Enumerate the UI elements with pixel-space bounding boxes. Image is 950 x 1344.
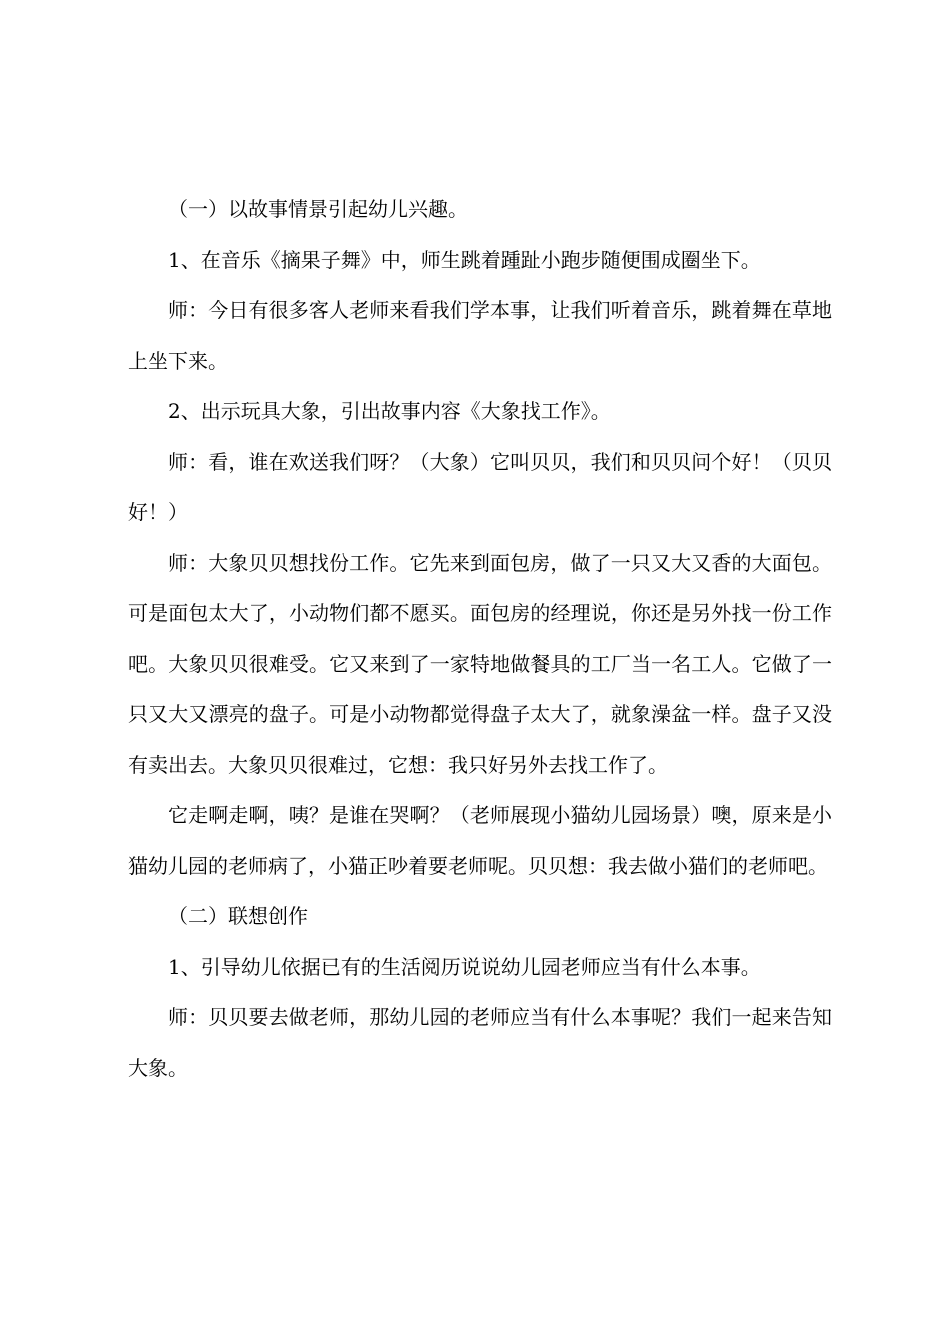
document-body xyxy=(128,184,832,1093)
paragraph: 1、引导幼儿依据已有的生活阅历说说幼儿园老师应当有什么本事。 xyxy=(168,954,761,979)
section-heading-2: （二）联想创作 xyxy=(168,904,308,928)
section-heading-1: （一）以故事情景引起幼儿兴趣。 xyxy=(168,197,468,221)
paragraph: 师：贝贝要去做老师，那幼儿园的老师应当有什么本事呢？我们一起来告知大象。 xyxy=(128,1005,832,1080)
paragraph: 2、出示玩具大象，引出故事内容《大象找工作》。 xyxy=(168,399,611,423)
paragraph: 师：看，谁在欢送我们呀？（大象）它叫贝贝，我们和贝贝问个好！（贝贝好！） xyxy=(128,449,832,524)
paragraph: 师：今日有很多客人老师来看我们学本事，让我们听着音乐，跳着舞在草地上坐下来。 xyxy=(128,298,832,373)
paragraph: 师：大象贝贝想找份工作。它先来到面包房，做了一只又大又香的大面包。可是面包太大了，小动物们都不愿买。面包房的经理说，你还是另外找一份工作吧。大象贝贝很难受。它又来到了一家特地做餐具的工厂当一名工人。它做了一只又大又漂亮的盘子。可是小动物都觉得盘子太大了，就象澡盆一样。盘子又没有卖出去。大象贝贝很难过，它想：我只好另外去找工作了。 xyxy=(128,550,832,777)
paragraph: 1、在音乐《摘果子舞》中，师生跳着踵趾小跑步随便围成圈坐下。 xyxy=(168,247,761,272)
paragraph: 它走啊走啊，咦？是谁在哭啊？（老师展现小猫幼儿园场景）噢，原来是小猫幼儿园的老师病了，小猫正吵着要老师呢。贝贝想：我去做小猫们的老师吧。 xyxy=(128,803,832,878)
